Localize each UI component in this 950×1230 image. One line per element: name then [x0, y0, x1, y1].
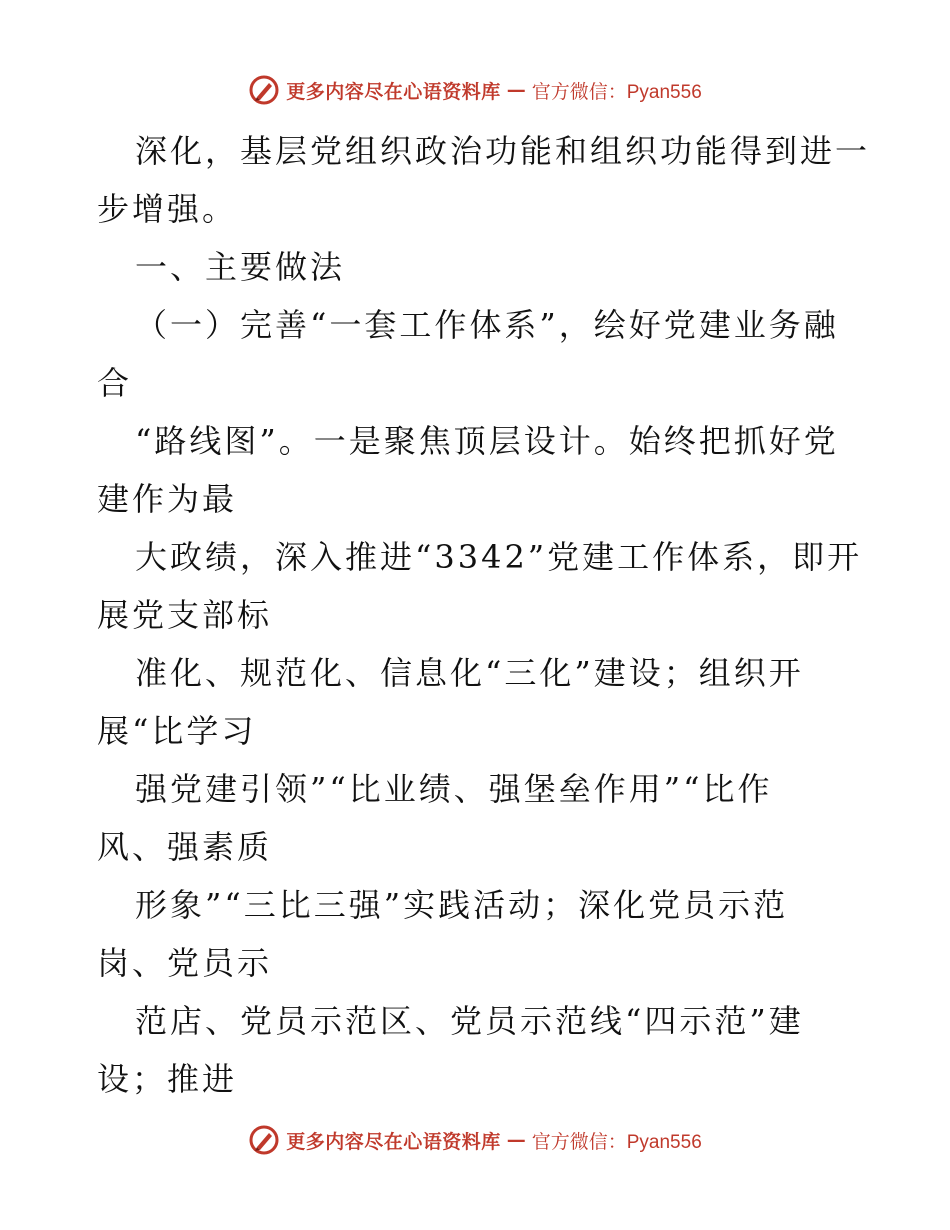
watermark-separator: —	[506, 79, 526, 101]
text-line: 展党支部标	[97, 596, 273, 634]
watermark-brand	[248, 74, 702, 106]
text-line: 准化、规范化、信息化“三化”建设；组织开	[135, 654, 804, 692]
text-line: 设；推进	[97, 1060, 238, 1098]
text-line: 展“比学习	[97, 712, 257, 750]
watermark-separator: —	[506, 1129, 526, 1151]
text-line: 合	[97, 364, 133, 402]
page-footer-watermark	[0, 1120, 950, 1160]
text-line: 大政绩，深入推进“3342”党建工作体系，即开	[135, 538, 863, 576]
pen-logo-icon	[248, 74, 280, 106]
text-line: 深化，基层党组织政治功能和组织功能得到进一	[135, 132, 871, 170]
text-line: 范店、党员示范区、党员示范线“四示范”建	[135, 1002, 804, 1040]
watermark-wechat-text: 官方微信：Pyan556	[531, 81, 702, 103]
pen-logo-icon	[248, 1124, 280, 1156]
watermark-site-text: 更多内容尽在心语资料库	[286, 80, 501, 103]
subsection-heading: （一）完善“一套工作体系”，绘好党建业务融	[135, 306, 839, 344]
text-line: 岗、党员示	[97, 944, 273, 982]
text-line: 形象”“三比三强”实践活动；深化党员示范	[135, 886, 789, 924]
page-header-watermark	[0, 70, 950, 110]
text-line: 强党建引领”“比业绩、强堡垒作用”“比作	[135, 770, 773, 808]
watermark-brand	[248, 1124, 702, 1156]
watermark-wechat-text: 官方微信：Pyan556	[531, 1131, 702, 1153]
text-line: “路线图”。一是聚焦顶层设计。始终把抓好党	[135, 422, 839, 460]
text-line: 风、强素质	[97, 828, 273, 866]
document-body	[97, 122, 871, 1108]
text-line: 步增强。	[97, 190, 238, 228]
text-line: 建作为最	[97, 480, 238, 518]
section-heading: 一、主要做法	[135, 248, 346, 286]
watermark-site-text: 更多内容尽在心语资料库	[286, 1130, 501, 1153]
